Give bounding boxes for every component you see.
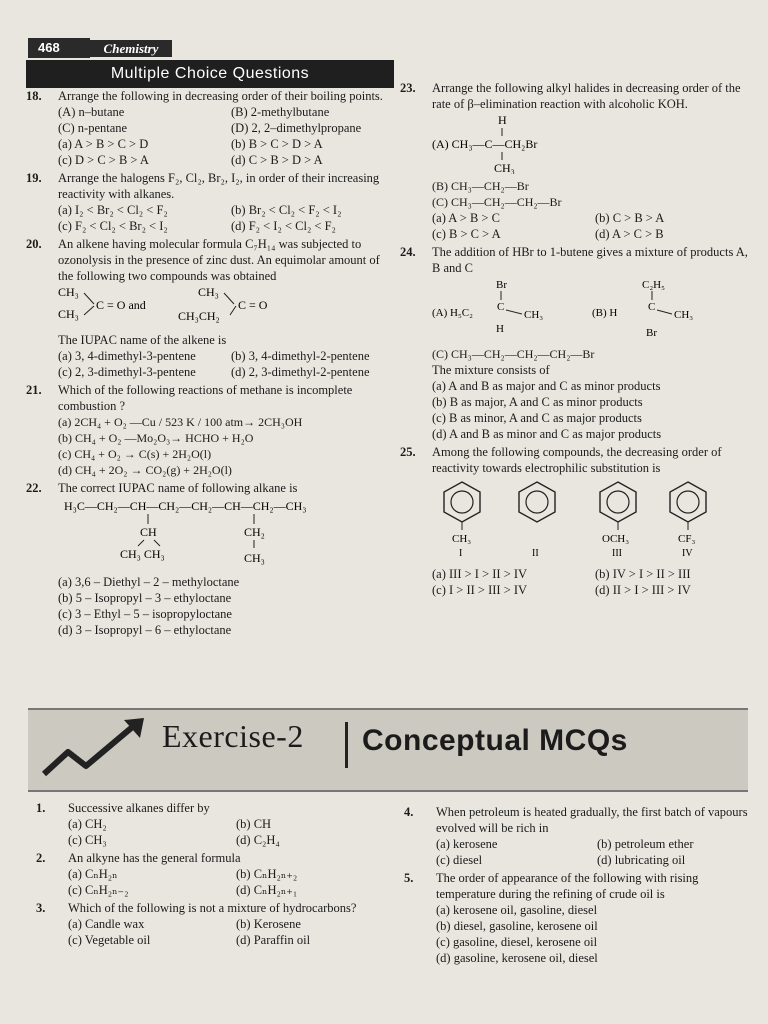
exercise-question-2 xyxy=(36,850,396,898)
option: (d) Paraffin oil xyxy=(236,933,311,947)
option: (c) I > II > III > IV xyxy=(432,583,528,597)
item: (C) n-pentane xyxy=(58,121,128,135)
structure-label: CH₃ CH₃ xyxy=(120,547,165,561)
page-number: 468 xyxy=(28,38,90,58)
structure-label: H xyxy=(496,323,504,335)
exercise-question-3 xyxy=(36,900,396,948)
benzene-derivatives-structure xyxy=(432,476,742,562)
question-number: 23. xyxy=(400,81,416,95)
option: (b) Br₂ < Cl₂ < F₂ < I₂ xyxy=(231,203,342,217)
question-items xyxy=(432,346,750,362)
option: (d) A and B as minor and C as major products xyxy=(432,427,662,441)
structure-label: CH₃ xyxy=(58,307,79,321)
option: (a) A > B > C > D xyxy=(58,137,149,151)
exercise-subtitle: Conceptual MCQs xyxy=(362,724,628,757)
option: (c) CH₃ xyxy=(68,833,107,847)
answer-options xyxy=(436,836,750,868)
structure-label: C = O and xyxy=(96,298,146,312)
question-23 xyxy=(400,80,750,242)
question-number: 19. xyxy=(26,171,42,185)
exercise-right-column xyxy=(404,804,750,968)
question-text: The IUPAC name of the alkene is xyxy=(58,333,227,347)
question-22 xyxy=(26,480,396,638)
option: (b) IV > I > II > III xyxy=(595,567,691,581)
right-column xyxy=(400,80,750,600)
structure-label: OCH₃ xyxy=(602,533,630,545)
option: (d) gasoline, kerosene oil, diesel xyxy=(436,951,598,965)
option: (a) 3, 4-dimethyl-3-pentene xyxy=(58,349,196,363)
question-text: Among the following compounds, the decreasing order of reactivity towards electrophilic substitution is xyxy=(432,445,722,475)
trend-arrow-icon xyxy=(40,716,150,782)
option: (c) CₙH₂ₙ₋₂ xyxy=(68,883,129,897)
option: (a) A and B as major and C as minor products xyxy=(432,379,661,393)
option: (a) kerosene oil, gasoline, diesel xyxy=(436,903,598,917)
question-text: Successive alkanes differ by xyxy=(68,801,210,815)
exercise-title: Exercise-2 xyxy=(162,718,304,754)
option: (a) III > I > II > IV xyxy=(432,567,528,581)
option: (a) 3,6 – Diethyl – 2 – methyloctane xyxy=(58,575,240,589)
option: (c) 2, 3-dimethyl-3-pentene xyxy=(58,365,196,379)
question-text: An alkene having molecular formula C₇H₁₄ was subjected to ozonolysis in the presence of zinc dust. An equimolar amount of the following two compounds was obtained xyxy=(58,237,380,283)
structure-label: II xyxy=(532,548,539,559)
answer-options xyxy=(432,210,750,242)
option: (d) CₙH₂ₙ₊₁ xyxy=(236,883,298,897)
option: (c) D > C > B > A xyxy=(58,153,149,167)
answer-options xyxy=(58,414,396,478)
structure-label: C xyxy=(497,301,505,313)
option: (a) Candle wax xyxy=(68,917,145,931)
structure-label: CH₃ xyxy=(674,309,694,321)
question-number: 18. xyxy=(26,89,42,103)
structure-label: C₂H₅ xyxy=(642,279,665,291)
exercise-left-column xyxy=(36,800,396,950)
option: (a) kerosene xyxy=(436,837,498,851)
structure-label: III xyxy=(612,548,622,559)
item: (A) n–butane xyxy=(58,105,125,119)
structure-label: CF₃ xyxy=(678,533,696,545)
option: (b) 5 – Isopropyl – 3 – ethyloctane xyxy=(58,591,232,605)
question-text: The addition of HBr to 1-butene gives a mixture of products A, B and C xyxy=(432,245,748,275)
option: (b) petroleum ether xyxy=(597,837,694,851)
answer-options xyxy=(58,574,396,638)
question-number: 2. xyxy=(36,851,46,865)
option: (d) 2, 3-dimethyl-2-pentene xyxy=(231,365,370,379)
option: (d) lubricating oil xyxy=(597,853,686,867)
option: (d) C₂H₄ xyxy=(236,833,280,847)
answer-options xyxy=(436,902,750,966)
question-20 xyxy=(26,236,396,380)
answer-options xyxy=(58,136,396,168)
option: (d) F₂ < I₂ < Cl₂ < F₂ xyxy=(231,219,336,233)
question-24 xyxy=(400,244,750,442)
structure-label: IV xyxy=(682,548,693,559)
option: (d) C > B > D > A xyxy=(231,153,323,167)
item: (B) 2-methylbutane xyxy=(231,105,330,119)
question-items xyxy=(58,104,396,136)
structure-label: Br xyxy=(496,279,507,291)
question-text: Arrange the following alkyl halides in decreasing order of the rate of β–elimination reaction with alcoholic KOH. xyxy=(432,81,741,111)
question-items xyxy=(432,178,750,210)
option: (a) I₂ < Br₂ < Cl₂ < F₂ xyxy=(58,203,168,217)
option: (b) CₙH₂ₙ₊₂ xyxy=(236,867,298,881)
question-text: Arrange the halogens F₂, Cl₂, Br₂, I₂, in order of their increasing reactivity with alkanes. xyxy=(58,171,380,201)
section-banner: Multiple Choice Questions xyxy=(26,60,394,88)
item: (C) CH₃—CH₂—CH₂—Br xyxy=(432,195,562,209)
item: (D) 2, 2–dimethylpropane xyxy=(231,121,362,135)
option: (b) C > B > A xyxy=(595,211,665,225)
question-number: 20. xyxy=(26,237,42,251)
structure-label: H₃C—CH₂—CH—CH₂—CH₂—CH—CH₂—CH₃ xyxy=(64,499,307,513)
question-18 xyxy=(26,88,396,168)
option: (c) CH₄ + O₂ → C(s) + 2H₂O(l) xyxy=(58,447,212,461)
question-text: An alkyne has the general formula xyxy=(68,851,241,865)
question-21 xyxy=(26,382,396,478)
answer-options xyxy=(68,866,396,898)
option: (d) A > C > B xyxy=(595,227,664,241)
structure-label: CH₃ xyxy=(452,533,472,545)
answer-options xyxy=(58,348,396,380)
option: (b) B > C > D > A xyxy=(231,137,323,151)
hbr-products-structure xyxy=(432,276,742,342)
question-number: 21. xyxy=(26,383,42,397)
question-number: 3. xyxy=(36,901,46,915)
option: (d) II > I > III > IV xyxy=(595,583,691,597)
alkane-structure xyxy=(58,496,396,570)
structure-label: CH₃ xyxy=(494,161,515,174)
option: (b) B as major, A and C as minor products xyxy=(432,395,643,409)
option: (c) 3 – Ethyl – 5 – isopropyloctane xyxy=(58,607,232,621)
answer-options xyxy=(68,816,396,848)
exercise-question-5 xyxy=(404,870,750,966)
question-number: 5. xyxy=(404,871,414,885)
exercise-question-1 xyxy=(36,800,396,848)
structure-label: C xyxy=(648,301,656,313)
option: (c) diesel xyxy=(436,853,483,867)
question-text: Which of the following is not a mixture of hydrocarbons? xyxy=(68,901,357,915)
option: (c) B as minor, A and C as major products xyxy=(432,411,642,425)
alkyl-halide-a-structure xyxy=(432,112,742,174)
structure-label: I xyxy=(459,548,463,559)
exercise-question-4 xyxy=(404,804,750,868)
option: (a) CₙH₂ₙ xyxy=(68,867,118,881)
question-number: 4. xyxy=(404,805,414,819)
answer-options xyxy=(432,566,750,598)
option: (c) B > C > A xyxy=(432,227,501,241)
option: (d) 3 – Isopropyl – 6 – ethyloctane xyxy=(58,623,232,637)
structure-label: Br xyxy=(646,327,657,339)
question-number: 24. xyxy=(400,245,416,259)
structure-label: CH₃ xyxy=(198,285,219,299)
question-number: 1. xyxy=(36,801,46,815)
structure-label: (B) H xyxy=(592,307,618,319)
item: (B) CH₃—CH₂—Br xyxy=(432,179,529,193)
structure-label: CH₃ xyxy=(58,285,79,299)
item: (C) CH₃—CH₂—CH₂—CH₂—Br xyxy=(432,347,595,361)
exercise-divider xyxy=(345,722,348,768)
question-number: 22. xyxy=(26,481,42,495)
option: (a) CH₂ xyxy=(68,817,107,831)
answer-options xyxy=(432,378,750,442)
option: (c) Vegetable oil xyxy=(68,933,151,947)
structure-label: CH₂ xyxy=(244,525,265,539)
structure-label: H xyxy=(498,113,507,127)
question-25 xyxy=(400,444,750,598)
structure-label: CH₃CH₂ xyxy=(178,309,220,323)
option: (b) 3, 4-dimethyl-2-pentene xyxy=(231,349,370,363)
question-number: 25. xyxy=(400,445,416,459)
option: (b) CH₄ + O₂ —Mo₂O₃→ HCHO + H₂O xyxy=(58,431,254,445)
question-text: Which of the following reactions of methane is incomplete combustion ? xyxy=(58,383,353,413)
question-text: The correct IUPAC name of following alkane is xyxy=(58,481,298,495)
option: (b) Kerosene xyxy=(236,917,301,931)
answer-options xyxy=(58,202,396,234)
answer-options xyxy=(68,916,396,948)
subject-label: Chemistry xyxy=(90,40,172,57)
structure-label: (A) H₅C₂ xyxy=(432,307,473,319)
left-column xyxy=(26,88,396,640)
ozonolysis-products-structure xyxy=(58,284,396,328)
option: (a) 2CH₄ + O₂ —Cu / 523 K / 100 atm→ 2CH₃OH xyxy=(58,415,303,429)
question-text: The mixture consists of xyxy=(432,363,550,377)
structure-label: (A) CH₃—C—CH₂Br xyxy=(432,137,538,151)
question-text: Arrange the following in decreasing order of their boiling points. xyxy=(58,89,383,103)
question-19 xyxy=(26,170,396,234)
option: (c) gasoline, diesel, kerosene oil xyxy=(436,935,598,949)
structure-label: CH₃ xyxy=(524,309,544,321)
option: (a) A > B > C xyxy=(432,211,500,225)
structure-label: C = O xyxy=(238,298,268,312)
option: (d) CH₄ + 2O₂ → CO₂(g) + 2H₂O(l) xyxy=(58,463,232,477)
option: (b) CH xyxy=(236,817,272,831)
option: (b) diesel, gasoline, kerosene oil xyxy=(436,919,598,933)
question-text: The order of appearance of the following with rising temperature during the refining of crude oil is xyxy=(436,871,699,901)
structure-label: CH₃ xyxy=(244,551,265,565)
option: (c) F₂ < Cl₂ < Br₂ < I₂ xyxy=(58,219,168,233)
structure-label: CH xyxy=(140,525,157,539)
question-text: When petroleum is heated gradually, the first batch of vapours evolved will be rich in xyxy=(436,805,748,835)
